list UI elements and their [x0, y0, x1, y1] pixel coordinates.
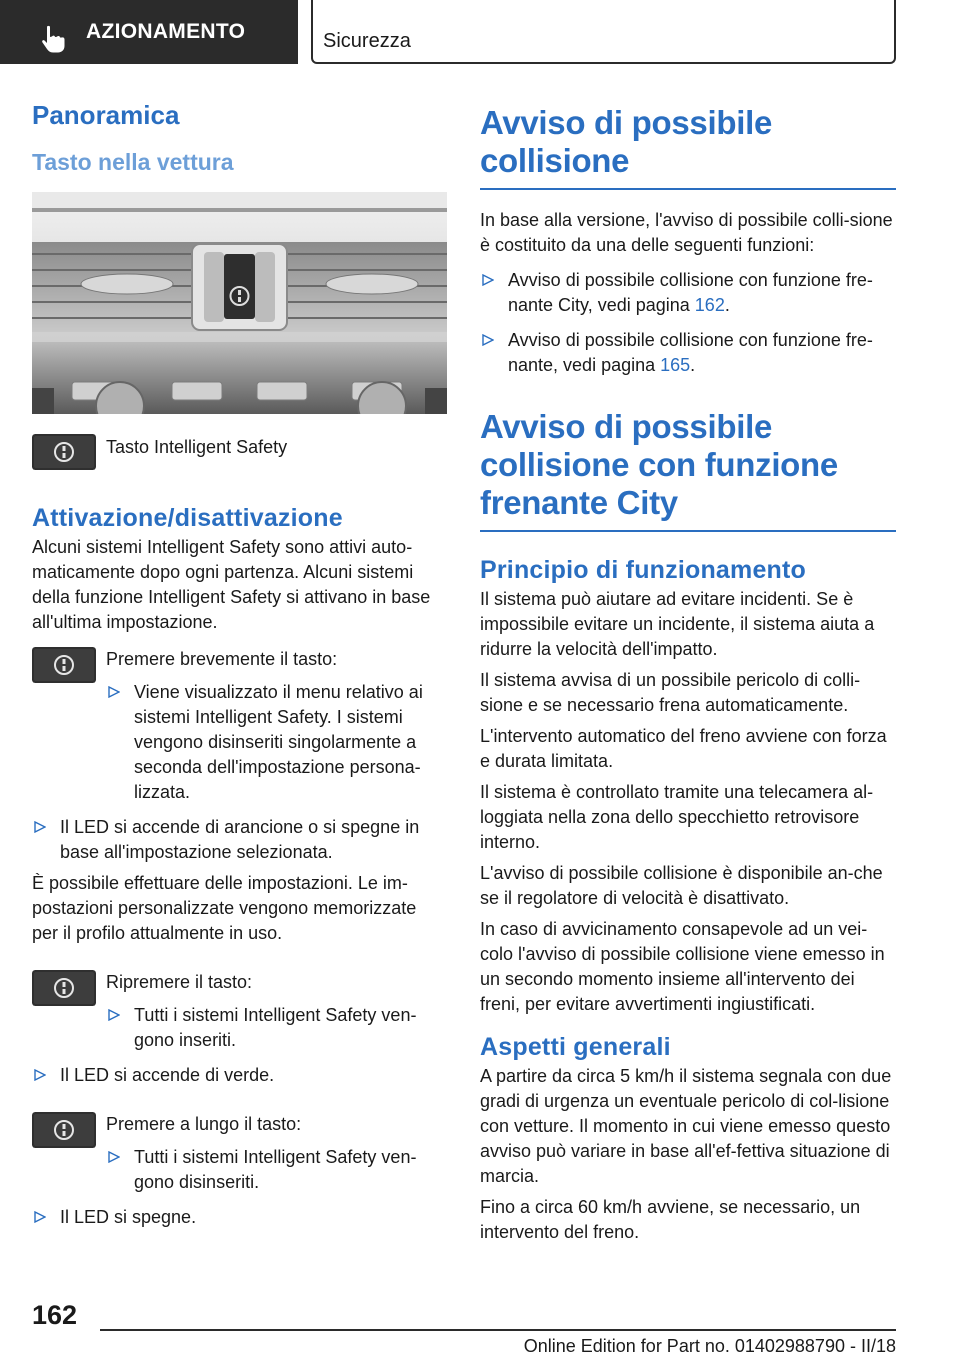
right-column — [480, 104, 896, 1245]
intro-paragraph: In base alla versione, l'avviso di possibile colli-sione è costituito da una delle seguenti funzioni: — [480, 210, 893, 255]
edition-text: Online Edition for Part no. 01402988790 - II/18 — [523, 1336, 896, 1356]
principle-paragraph: In caso di avvicinamento consapevole ad un vei-colo l'avviso di possibile collisione viene emesso in un secondo momento insieme all'intervento dei freni, per evitare avvertimenti ingiustificati. — [480, 919, 885, 1014]
dashboard-photo-illustration — [32, 192, 447, 414]
press-again-led-list — [32, 1063, 447, 1088]
press-long-row — [32, 1112, 447, 1195]
list-item: Il LED si spegne. — [32, 1205, 447, 1230]
principle-paragraph: L'intervento automatico del freno avviene con forza e durata limitata. — [480, 726, 887, 771]
pointing-hand-icon — [38, 24, 68, 54]
intelligent-safety-button-icon — [32, 970, 96, 1006]
function-list — [480, 268, 896, 378]
press-again-label: Ripremere il tasto: — [106, 972, 253, 992]
heading-rule — [480, 530, 896, 532]
footer-rule — [100, 1329, 896, 1331]
press-short-label: Premere brevemente il tasto: — [106, 649, 338, 669]
press-long-list — [106, 1145, 447, 1195]
triangle-bullet-icon — [34, 1211, 46, 1223]
button-caption: Tasto Intelligent Safety — [106, 437, 288, 457]
topic-title: Sicurezza — [323, 30, 411, 52]
principle-paragraph: Il sistema può aiutare ad evitare incidenti. Se è impossibile evitare un incidente, il sistema aiuta a ridurre la velocità dell'impatto. — [480, 589, 875, 659]
settings-paragraph: È possibile effettuare delle impostazioni. Le im-postazioni personalizzate vengono memorizzate per il profilo attualmente in uso. — [32, 873, 417, 943]
principle-paragraph: L'avviso di possibile collisione è disponibile an-che se il regolatore di velocità è disattivato. — [480, 863, 883, 908]
list-item: Tutti i sistemi Intelligent Safety ven-gono disinseriti. — [106, 1145, 447, 1195]
list-item: Avviso di possibile collisione con funzione fre-nante City, vedi pagina 162. — [480, 268, 896, 318]
triangle-bullet-icon — [34, 821, 46, 833]
button-caption-row — [32, 434, 447, 474]
triangle-bullet-icon — [108, 686, 120, 698]
heading-rule — [480, 188, 896, 190]
list-item: Avviso di possibile collisione con funzione fre-nante, vedi pagina 165. — [480, 328, 896, 378]
press-short-led-list — [32, 815, 447, 865]
triangle-bullet-icon — [482, 334, 494, 346]
principle-paragraph: Il sistema avvisa di un possibile pericolo di colli-sione e se necessario frena automaticamente. — [480, 670, 861, 715]
activation-paragraph: Alcuni sistemi Intelligent Safety sono attivi auto-maticamente dopo ogni partenza. Alcuni sistemi della funzione Intelligent Safety si attivano in base all'ultima impostazione. — [32, 537, 431, 632]
dashboard-button-photo — [32, 192, 447, 414]
page-link-165[interactable]: 165 — [660, 355, 691, 375]
intelligent-safety-button-icon — [32, 434, 96, 470]
principle-paragraph: Il sistema è controllato tramite una telecamera al-loggiata nella zona dello specchietto retrovisore interno. — [480, 782, 874, 852]
activation-heading: Attivazione/disattivazione — [32, 504, 343, 532]
triangle-bullet-icon — [108, 1009, 120, 1021]
general-paragraph: Fino a circa 60 km/h avviene, se necessario, un intervento del freno. — [480, 1197, 861, 1242]
list-item: Tutti i sistemi Intelligent Safety ven-gono inseriti. — [106, 1003, 447, 1053]
overview-heading: Panoramica — [32, 100, 180, 130]
press-short-row — [32, 647, 447, 805]
list-item: Il LED si accende di verde. — [32, 1063, 447, 1088]
general-paragraph: A partire da circa 5 km/h il sistema segnala con due gradi di urgenza un eventuale pericolo di col-lisione con vetture. Il momento in cui viene emesso questo avviso può variare in base all'ef-fettiva situazione di marcia. — [480, 1066, 892, 1186]
section-title: AZIONAMENTO — [86, 20, 246, 43]
page-link-162[interactable]: 162 — [694, 295, 725, 315]
principle-heading: Principio di funzionamento — [480, 556, 807, 584]
general-heading: Aspetti generali — [480, 1033, 671, 1061]
button-subheading: Tasto nella vettura — [32, 149, 234, 175]
list-item: Viene visualizzato il menu relativo ai sistemi Intelligent Safety. I sistemi vengono disinseriti singolarmente a seconda dell'impostazione persona-lizzata. — [106, 680, 447, 805]
press-long-label: Premere a lungo il tasto: — [106, 1114, 302, 1134]
left-column — [32, 100, 447, 1230]
city-brake-heading: Avviso di possibile collisione con funzione frenante City — [480, 408, 838, 521]
press-short-list — [106, 680, 447, 805]
press-again-list — [106, 1003, 447, 1053]
press-long-led-list — [32, 1205, 447, 1230]
page-number: 162 — [32, 1300, 78, 1330]
collision-warning-heading: Avviso di possibile collisione — [480, 104, 772, 179]
press-again-row — [32, 970, 447, 1053]
list-item: Il LED si accende di arancione o si spegne in base all'impostazione selezionata. — [32, 815, 447, 865]
triangle-bullet-icon — [34, 1069, 46, 1081]
intelligent-safety-button-icon — [32, 647, 96, 683]
triangle-bullet-icon — [482, 274, 494, 286]
triangle-bullet-icon — [108, 1151, 120, 1163]
intelligent-safety-button-icon — [32, 1112, 96, 1148]
header-section-tab — [0, 0, 298, 64]
